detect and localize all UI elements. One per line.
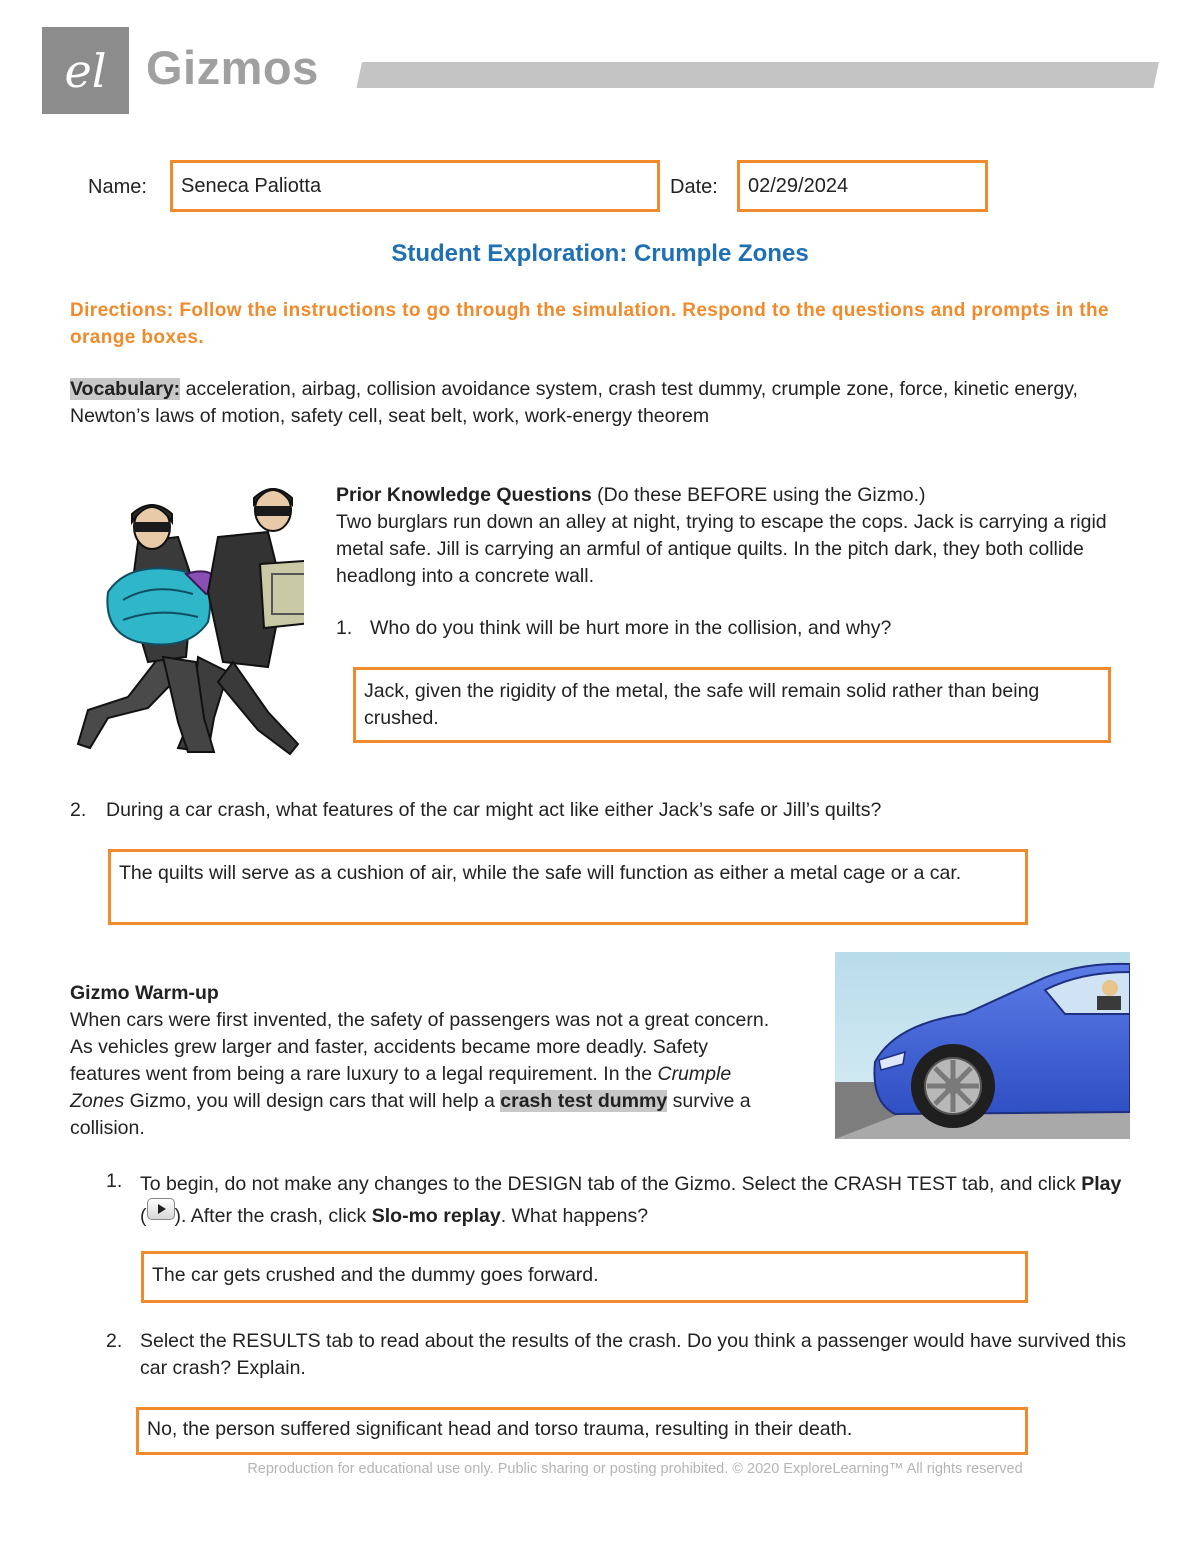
name-field[interactable]: [170, 160, 660, 212]
vocabulary: [70, 376, 1135, 430]
warmup-q1-text-d: . What happens?: [500, 1205, 649, 1227]
warmup-text-2: Gizmo, you will design cars that will help a: [124, 1090, 501, 1112]
page-title: Student Exploration: Crumple Zones: [391, 240, 809, 267]
directions: Directions: Follow the instructions to go through the simulation. Respond to the questions and prompts in the orange boxes.: [70, 300, 1109, 348]
warmup-section: [70, 980, 770, 1142]
prior-knowledge-intro: Two burglars run down an alley at night, trying to escape the cops. Jack is carrying a rigid metal safe. Jill is carrying an armful of antique quilts. In the pitch dark, they both collide headlong into a concrete wall.: [336, 511, 1107, 587]
name-label: Name:: [88, 176, 147, 198]
vocabulary-text: acceleration, airbag, collision avoidance system, crash test dummy, crumple zone, force, kinetic energy, Newton’s laws of motion, safety cell, seat belt, work, work-energy theorem: [70, 378, 1078, 427]
slomo-replay-label: Slo-mo replay: [371, 1205, 501, 1227]
prior-knowledge-note: (Do these BEFORE using the Gizmo.): [591, 484, 926, 506]
date-label: Date:: [670, 176, 718, 198]
warmup-answer-1[interactable]: The car gets crushed and the dummy goes forward.: [141, 1251, 1028, 1303]
blue-car-image: [835, 952, 1130, 1139]
play-label: Play: [1081, 1173, 1122, 1195]
date-field[interactable]: [737, 160, 988, 212]
pk-answer-2[interactable]: The quilts will serve as a cushion of air, while the safe will function as either a metal cage or a car.: [108, 849, 1028, 925]
footer-copyright: Reproduction for educational use only. Public sharing or posting prohibited. © 2020 ExploreLearning™ All rights reserved: [247, 1461, 1023, 1477]
warmup-heading: Gizmo Warm-up: [70, 982, 219, 1004]
pk-q1-number: 1.: [336, 617, 353, 639]
warmup-q2-number: 2.: [106, 1330, 123, 1352]
warmup-q2-text: Select the RESULTS tab to read about the results of the crash. Do you think a passenger would have survived this car crash? Explain.: [140, 1330, 1127, 1379]
warmup-text-1: When cars were first invented, the safety of passengers was not a great concern. As vehicles grew larger and faster, accidents became more deadly. Safety features went from being a rare luxury to a legal requirement. In the: [70, 1009, 770, 1085]
vocabulary-label: Vocabulary:: [70, 378, 181, 400]
brand-name: Gizmos: [146, 41, 319, 94]
warmup-gizmo-name: Crumple Zones: [70, 1063, 732, 1112]
explorelearning-logo: [42, 27, 129, 114]
burglars-illustration: [68, 482, 304, 762]
pk-q1-text: Who do you think will be hurt more in the collision, and why?: [370, 617, 892, 639]
warmup-answer-2[interactable]: No, the person suffered significant head and torso trauma, resulting in their death.: [136, 1407, 1028, 1455]
warmup-text-3: survive a collision.: [70, 1090, 751, 1139]
logo-mark: el: [64, 43, 107, 98]
pk-q2-number: 2.: [70, 799, 87, 821]
warmup-q1-text-c: ). After the crash, click: [174, 1205, 372, 1227]
warmup-q1-text-b: (: [140, 1205, 147, 1227]
date-value: 02/29/2024: [748, 174, 849, 197]
header-bar: [356, 62, 1159, 88]
warmup-highlight: crash test dummy: [500, 1090, 668, 1112]
warmup-q1-text-a: To begin, do not make any changes to the DESIGN tab of the Gizmo. Select the CRASH TEST tab, and click: [140, 1173, 1082, 1195]
play-icon: [147, 1198, 175, 1220]
warmup-q1-number: 1.: [106, 1170, 123, 1192]
warmup-q1-text: [140, 1168, 1130, 1232]
pk-answer-1[interactable]: Jack, given the rigidity of the metal, the safe will remain solid rather than being crushed.: [353, 667, 1111, 743]
prior-knowledge-heading: Prior Knowledge Questions: [336, 484, 592, 506]
prior-knowledge-section: [336, 482, 1136, 590]
pk-q2-text: During a car crash, what features of the car might act like either Jack’s safe or Jill’s quilts?: [106, 799, 882, 821]
name-value: Seneca Paliotta: [181, 174, 322, 197]
